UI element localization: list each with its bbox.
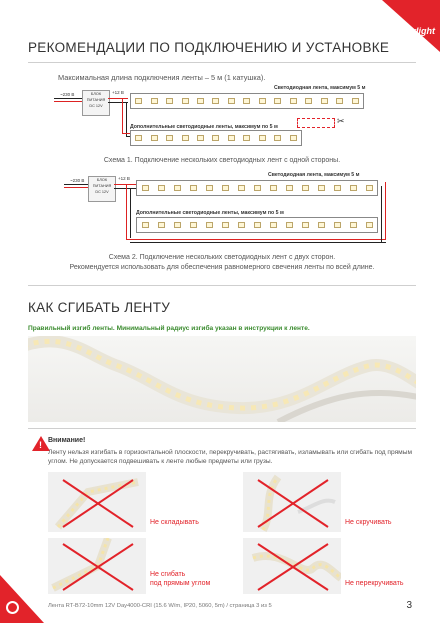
led: [190, 185, 197, 191]
overtwist-image: [243, 538, 341, 594]
wire: [54, 98, 82, 99]
scheme1-v12: +12 В: [112, 90, 124, 95]
led: [158, 185, 165, 191]
led: [290, 135, 297, 141]
led: [142, 222, 149, 228]
led: [197, 135, 204, 141]
led: [274, 135, 281, 141]
led: [151, 135, 158, 141]
psu-line: ПИТАНИЯ: [86, 98, 106, 102]
divider: [28, 62, 416, 63]
right-angle-image: [48, 538, 146, 594]
led: [286, 185, 293, 191]
wire: [126, 239, 386, 240]
led: [321, 98, 328, 104]
photo-twist: [243, 472, 341, 532]
scheme1-caption: Схема 1. Подключение нескольких светодиодных лент с одной стороны.: [103, 157, 341, 164]
footer-text: Лента RT-B72-10mm 12V Day4000-CRI (15.6 W/m, IP20, 5060, 5m) / страница 3 из 5: [48, 603, 272, 609]
led-strip: [136, 180, 378, 196]
led: [182, 98, 189, 104]
logo-icon: [397, 27, 406, 36]
scheme1-diagram: [52, 84, 382, 156]
led: [206, 222, 213, 228]
led: [366, 185, 373, 191]
led: [334, 222, 341, 228]
led: [222, 185, 229, 191]
page-number: 3: [406, 600, 412, 611]
wire: [381, 186, 382, 243]
wire: [385, 182, 386, 240]
dont-label: Не скручивать: [345, 519, 392, 526]
led: [290, 98, 297, 104]
led: [350, 222, 357, 228]
scheme2-note: Рекомендуется использовать для обеспечения равномерного свечения ленты по всей длине.: [69, 264, 375, 271]
power-supply: [82, 90, 110, 116]
wire: [126, 102, 127, 136]
wire: [114, 184, 136, 185]
divider: [28, 428, 416, 429]
scheme2-v230: ~230 В: [70, 178, 85, 183]
photo-fold: [48, 472, 146, 532]
led: [302, 222, 309, 228]
scheme1-intro: Максимальная длина подключения ленты – 5 м (1 катушка).: [58, 73, 266, 82]
correct-bend-photo: [28, 336, 416, 422]
logo-text: arlight: [407, 26, 435, 36]
wire: [64, 187, 88, 188]
scheme1-v230: ~230 В: [60, 92, 75, 97]
dont-label: Не перекручивать: [345, 580, 404, 587]
footer-logo-icon: [6, 601, 19, 614]
led: [352, 98, 359, 104]
led: [302, 185, 309, 191]
wire: [122, 98, 123, 134]
led: [174, 185, 181, 191]
power-supply: [88, 176, 116, 202]
cut-marker: [297, 118, 335, 128]
led: [318, 185, 325, 191]
psu-line: DC 12V: [95, 190, 109, 194]
led: [318, 222, 325, 228]
footer-corner: [0, 575, 44, 623]
scheme2-v12: +12 В: [118, 176, 130, 181]
led: [270, 185, 277, 191]
twist-image: [243, 472, 341, 532]
led: [259, 98, 266, 104]
led: [197, 98, 204, 104]
scheme2-strip-label: Светодиодная лента, максимум 5 м: [268, 172, 360, 178]
warning-text: Ленту нельзя изгибать в горизонтальной плоскости, перекручивать, растягивать, изламывать или сгибать под прямым углом. Не допускается подвешивать к ленте любые предметы или грузы.: [48, 449, 412, 465]
led: [243, 135, 250, 141]
led: [305, 98, 312, 104]
scheme1-strip-label: Светодиодная лента, максимум 5 м: [274, 85, 366, 91]
psu-line: DC 12V: [89, 104, 103, 108]
led: [166, 98, 173, 104]
led: [238, 222, 245, 228]
dont-label: Не сгибать под прямым углом: [150, 571, 211, 587]
scheme1-extra-label: Дополнительные светодиодные ленты, максимум по 5 м: [130, 124, 278, 130]
wire: [108, 102, 128, 103]
divider: [28, 285, 416, 286]
wire: [64, 184, 88, 185]
photo-right-angle: [48, 538, 146, 594]
led: [206, 185, 213, 191]
led: [254, 222, 261, 228]
bent-strip-image: [28, 336, 416, 422]
led: [166, 135, 173, 141]
led: [366, 222, 373, 228]
led-strip: [130, 93, 364, 109]
wire: [114, 188, 136, 189]
psu-line: ПИТАНИЯ: [92, 184, 112, 188]
led: [174, 222, 181, 228]
led-strip: [130, 130, 302, 146]
photo-overtwist: [243, 538, 341, 594]
led: [151, 98, 158, 104]
led: [182, 135, 189, 141]
led: [228, 135, 235, 141]
led: [222, 222, 229, 228]
wire: [130, 188, 131, 238]
led: [243, 98, 250, 104]
led: [350, 185, 357, 191]
scissors-icon: ✂: [337, 116, 345, 126]
wire: [130, 242, 386, 243]
section-title: КАК СГИБАТЬ ЛЕНТУ: [28, 300, 171, 315]
led: [334, 185, 341, 191]
led: [238, 185, 245, 191]
dont-label: Не складывать: [150, 519, 199, 526]
led: [142, 185, 149, 191]
scheme2-diagram: [62, 172, 392, 248]
led: [254, 185, 261, 191]
psu-line: БЛОК: [96, 178, 108, 182]
led: [274, 98, 281, 104]
led: [158, 222, 165, 228]
led: [190, 222, 197, 228]
exclamation-icon: !: [39, 440, 42, 450]
led-strip: [136, 217, 378, 233]
led: [259, 135, 266, 141]
led: [228, 98, 235, 104]
wire: [54, 101, 82, 102]
led: [212, 135, 219, 141]
led: [135, 135, 142, 141]
led: [286, 222, 293, 228]
led: [270, 222, 277, 228]
page-title: РЕКОМЕНДАЦИИ ПО ПОДКЛЮЧЕНИЮ И УСТАНОВКЕ: [28, 40, 390, 55]
fold-image: [48, 472, 146, 532]
led: [135, 98, 142, 104]
warning-title: Внимание!: [48, 437, 86, 444]
correct-bend-text: Правильный изгиб ленты. Минимальный радиус изгиба указан в инструкции к ленте.: [28, 325, 310, 332]
wire: [126, 184, 127, 240]
psu-line: БЛОК: [90, 92, 102, 96]
scheme2-caption: Схема 2. Подключение нескольких светодиодных лент с двух сторон.: [108, 254, 336, 261]
led: [336, 98, 343, 104]
brand-logo: [397, 26, 435, 36]
wire: [108, 98, 128, 99]
scheme2-extra-label: Дополнительные светодиодные ленты, максимум по 5 м: [136, 210, 284, 216]
led: [212, 98, 219, 104]
